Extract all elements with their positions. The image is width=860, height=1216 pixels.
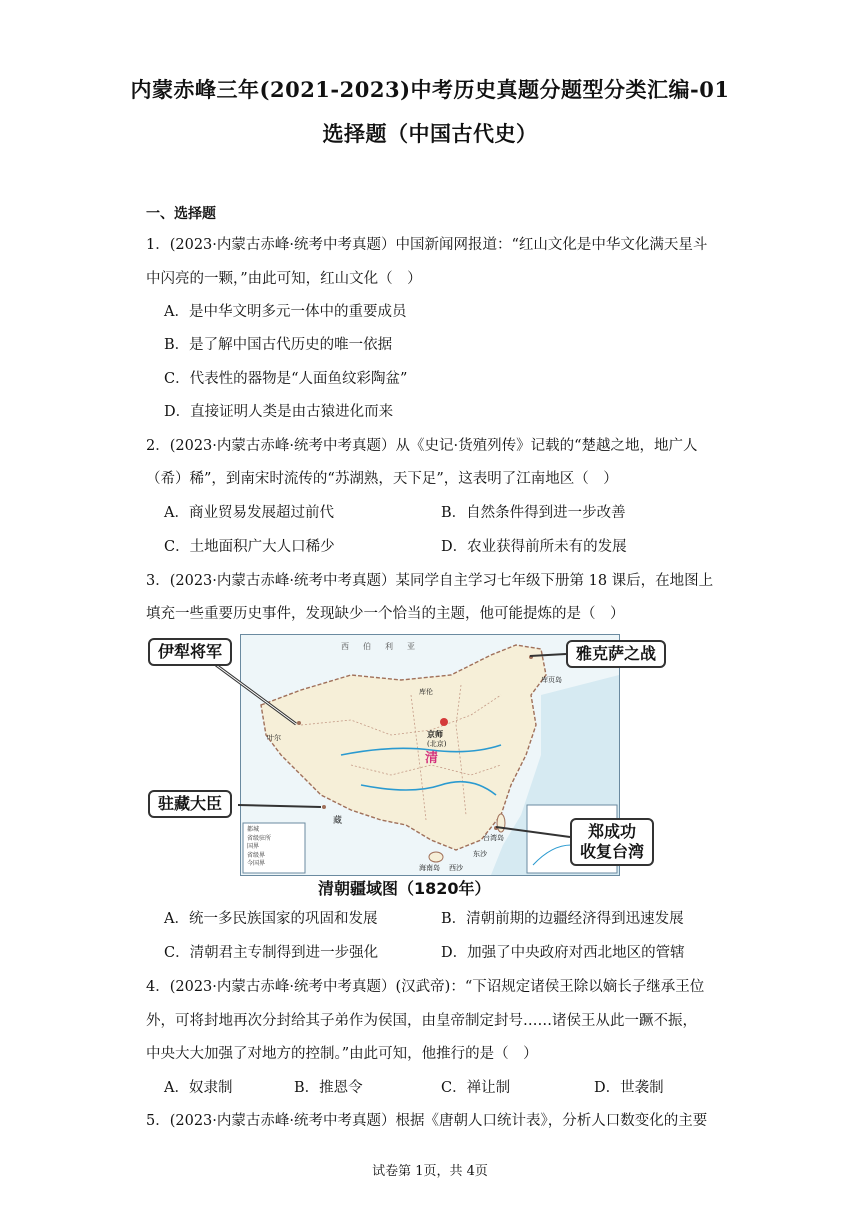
q3-stem-line1: 3．(2023·内蒙古赤峰·统考中考真题）某同学自主学习七年级下册第 18 课后，在地图上 <box>146 573 714 589</box>
callout-zheng-line1: 郑成功 <box>588 822 637 841</box>
label-siberia: 西 伯 利 亚 <box>341 642 418 651</box>
callout-yili-general: 伊犁将军 <box>148 638 232 666</box>
legend-modern-border: 今国界 <box>247 860 266 867</box>
q4-stem-line2: 外，可将封地再次分封给其子弟作为侯国，由皇帝制定封号……诸侯王从此一蹶不振， <box>146 1013 697 1029</box>
legend-capital: 都城 <box>247 826 260 833</box>
q3-option-c: C．清朝君主专制得到进一步强化 <box>164 945 379 961</box>
label-yarkand: 叶尔 <box>267 734 281 742</box>
q4-option-b: B．推恩令 <box>294 1080 363 1096</box>
q1-option-b: B．是了解中国古代历史的唯一依据 <box>164 337 393 353</box>
label-beijing: (北京) <box>427 740 447 748</box>
label-xisha: 西沙 <box>449 864 463 872</box>
q4-stem-line1: 4．(2023·内蒙古赤峰·统考中考真题）(汉武帝)：“下诏规定诸侯王除以嫡长子继承王位 <box>146 979 705 995</box>
callout-zhuzang-dachen: 驻藏大臣 <box>148 790 232 818</box>
q2-option-a: A．商业贸易发展超过前代 <box>164 505 334 521</box>
label-kuye: 库页岛 <box>541 676 562 684</box>
legend-provincial-border: 省级界 <box>247 851 266 859</box>
doc-title-line1: 内蒙赤峰三年(2021-2023)中考历史真题分题型分类汇编-01 <box>130 77 730 102</box>
legend-provincial-seat: 省级驻所 <box>247 834 272 842</box>
q4-option-c: C．禅让制 <box>441 1080 511 1096</box>
page-footer: 试卷第 1页，共 4页 <box>372 1164 488 1179</box>
q2-stem-line2: （希）稀”，到南宋时流传的“苏湖熟，天下足”，这表明了江南地区（ ） <box>146 471 618 487</box>
q2-option-b: B．自然条件得到进一步改善 <box>441 505 626 521</box>
callout-zheng-line2: 收复台湾 <box>580 842 645 861</box>
doc-title-line2: 选择题（中国古代史） <box>322 121 538 146</box>
qing-territory-map-figure <box>146 632 716 898</box>
q1-stem-line2: 中闪亮的一颗，”由此可知，红山文化（ ） <box>146 271 422 287</box>
label-taiwan: 台湾岛 <box>483 834 504 842</box>
callout-zheng-chenggong <box>570 818 654 866</box>
label-hainan: 海南岛 <box>419 864 440 872</box>
label-zang: 藏 <box>333 816 343 826</box>
legend-national-border: 国界 <box>247 843 260 850</box>
q4-option-a: A．奴隶制 <box>164 1080 233 1096</box>
q3-stem-line2: 填充一些重要历史事件，发现缺少一个恰当的主题，他可能提炼的是（ ） <box>146 606 625 622</box>
q2-option-c: C．土地面积广大人口稀少 <box>164 539 335 555</box>
label-jingshi: 京师 <box>427 729 443 739</box>
q1-stem-line1: 1．(2023·内蒙古赤峰·统考中考真题）中国新闻网报道：“红山文化是中华文化满天星斗 <box>146 237 708 253</box>
q1-option-c: C．代表性的器物是“人面鱼纹彩陶盆” <box>164 371 408 387</box>
label-dongsha: 东沙 <box>473 850 487 858</box>
q4-option-d: D．世袭制 <box>594 1080 664 1096</box>
map-caption: 清朝疆域图（1820年） <box>318 879 491 898</box>
label-qing: 清 <box>425 751 439 766</box>
callout-yakesa-battle: 雅克萨之战 <box>566 640 666 668</box>
q1-option-a: A．是中华文明多元一体中的重要成员 <box>164 304 407 320</box>
q3-option-b: B．清朝前期的边疆经济得到迅速发展 <box>441 911 684 927</box>
label-kulun: 库伦 <box>419 688 433 696</box>
q5-stem-line1: 5．(2023·内蒙古赤峰·统考中考真题）根据《唐朝人口统计表》，分析人口数变化的主要 <box>146 1113 708 1129</box>
q4-stem-line3: 中央大大加强了对地方的控制。”由此可知，他推行的是（ ） <box>146 1046 538 1062</box>
section-heading: 一、选择题 <box>146 206 216 222</box>
q3-option-d: D．加强了中央政府对西北地区的管辖 <box>441 945 685 961</box>
q1-option-d: D．直接证明人类是由古猿进化而来 <box>164 404 394 420</box>
q2-option-d: D．农业获得前所未有的发展 <box>441 539 627 555</box>
q3-option-a: A．统一多民族国家的巩固和发展 <box>164 911 378 927</box>
q2-stem-line1: 2．(2023·内蒙古赤峰·统考中考真题）从《史记·货殖列传》记载的“楚越之地，地广人 <box>146 438 698 454</box>
